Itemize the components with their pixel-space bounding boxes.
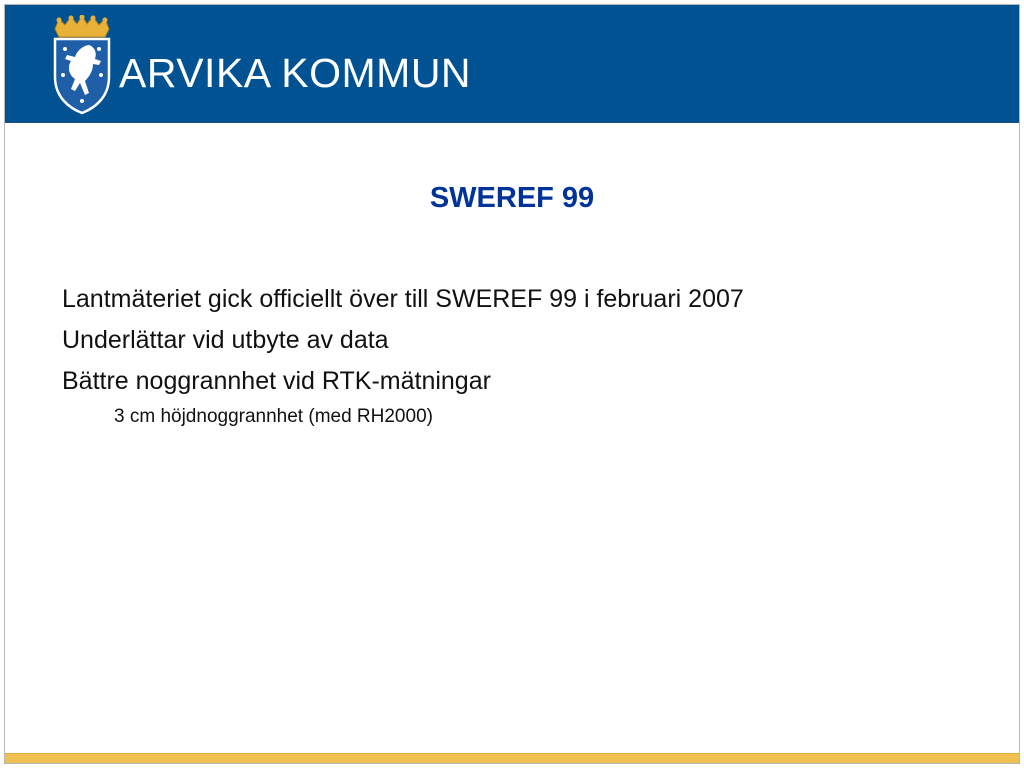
bullet-item: Bättre noggrannhet vid RTK-mätningar [62, 367, 491, 395]
bullet-list [62, 279, 962, 432]
header-banner [5, 5, 1019, 123]
slide-title: SWEREF 99 [429, 182, 595, 214]
bullet-item: Lantmäteriet gick officiellt över till SWEREF 99 i februari 2007 [62, 285, 744, 313]
bullet-item: Underlättar vid utbyte av data [62, 326, 389, 354]
brand-name: ARVIKA KOMMUN [119, 50, 472, 96]
arvika-crest-icon [49, 15, 115, 115]
sub-bullet-item: 3 cm höjdnoggrannhet (med RH2000) [114, 406, 433, 427]
footer-accent-bar [5, 753, 1019, 763]
slide [4, 4, 1020, 764]
